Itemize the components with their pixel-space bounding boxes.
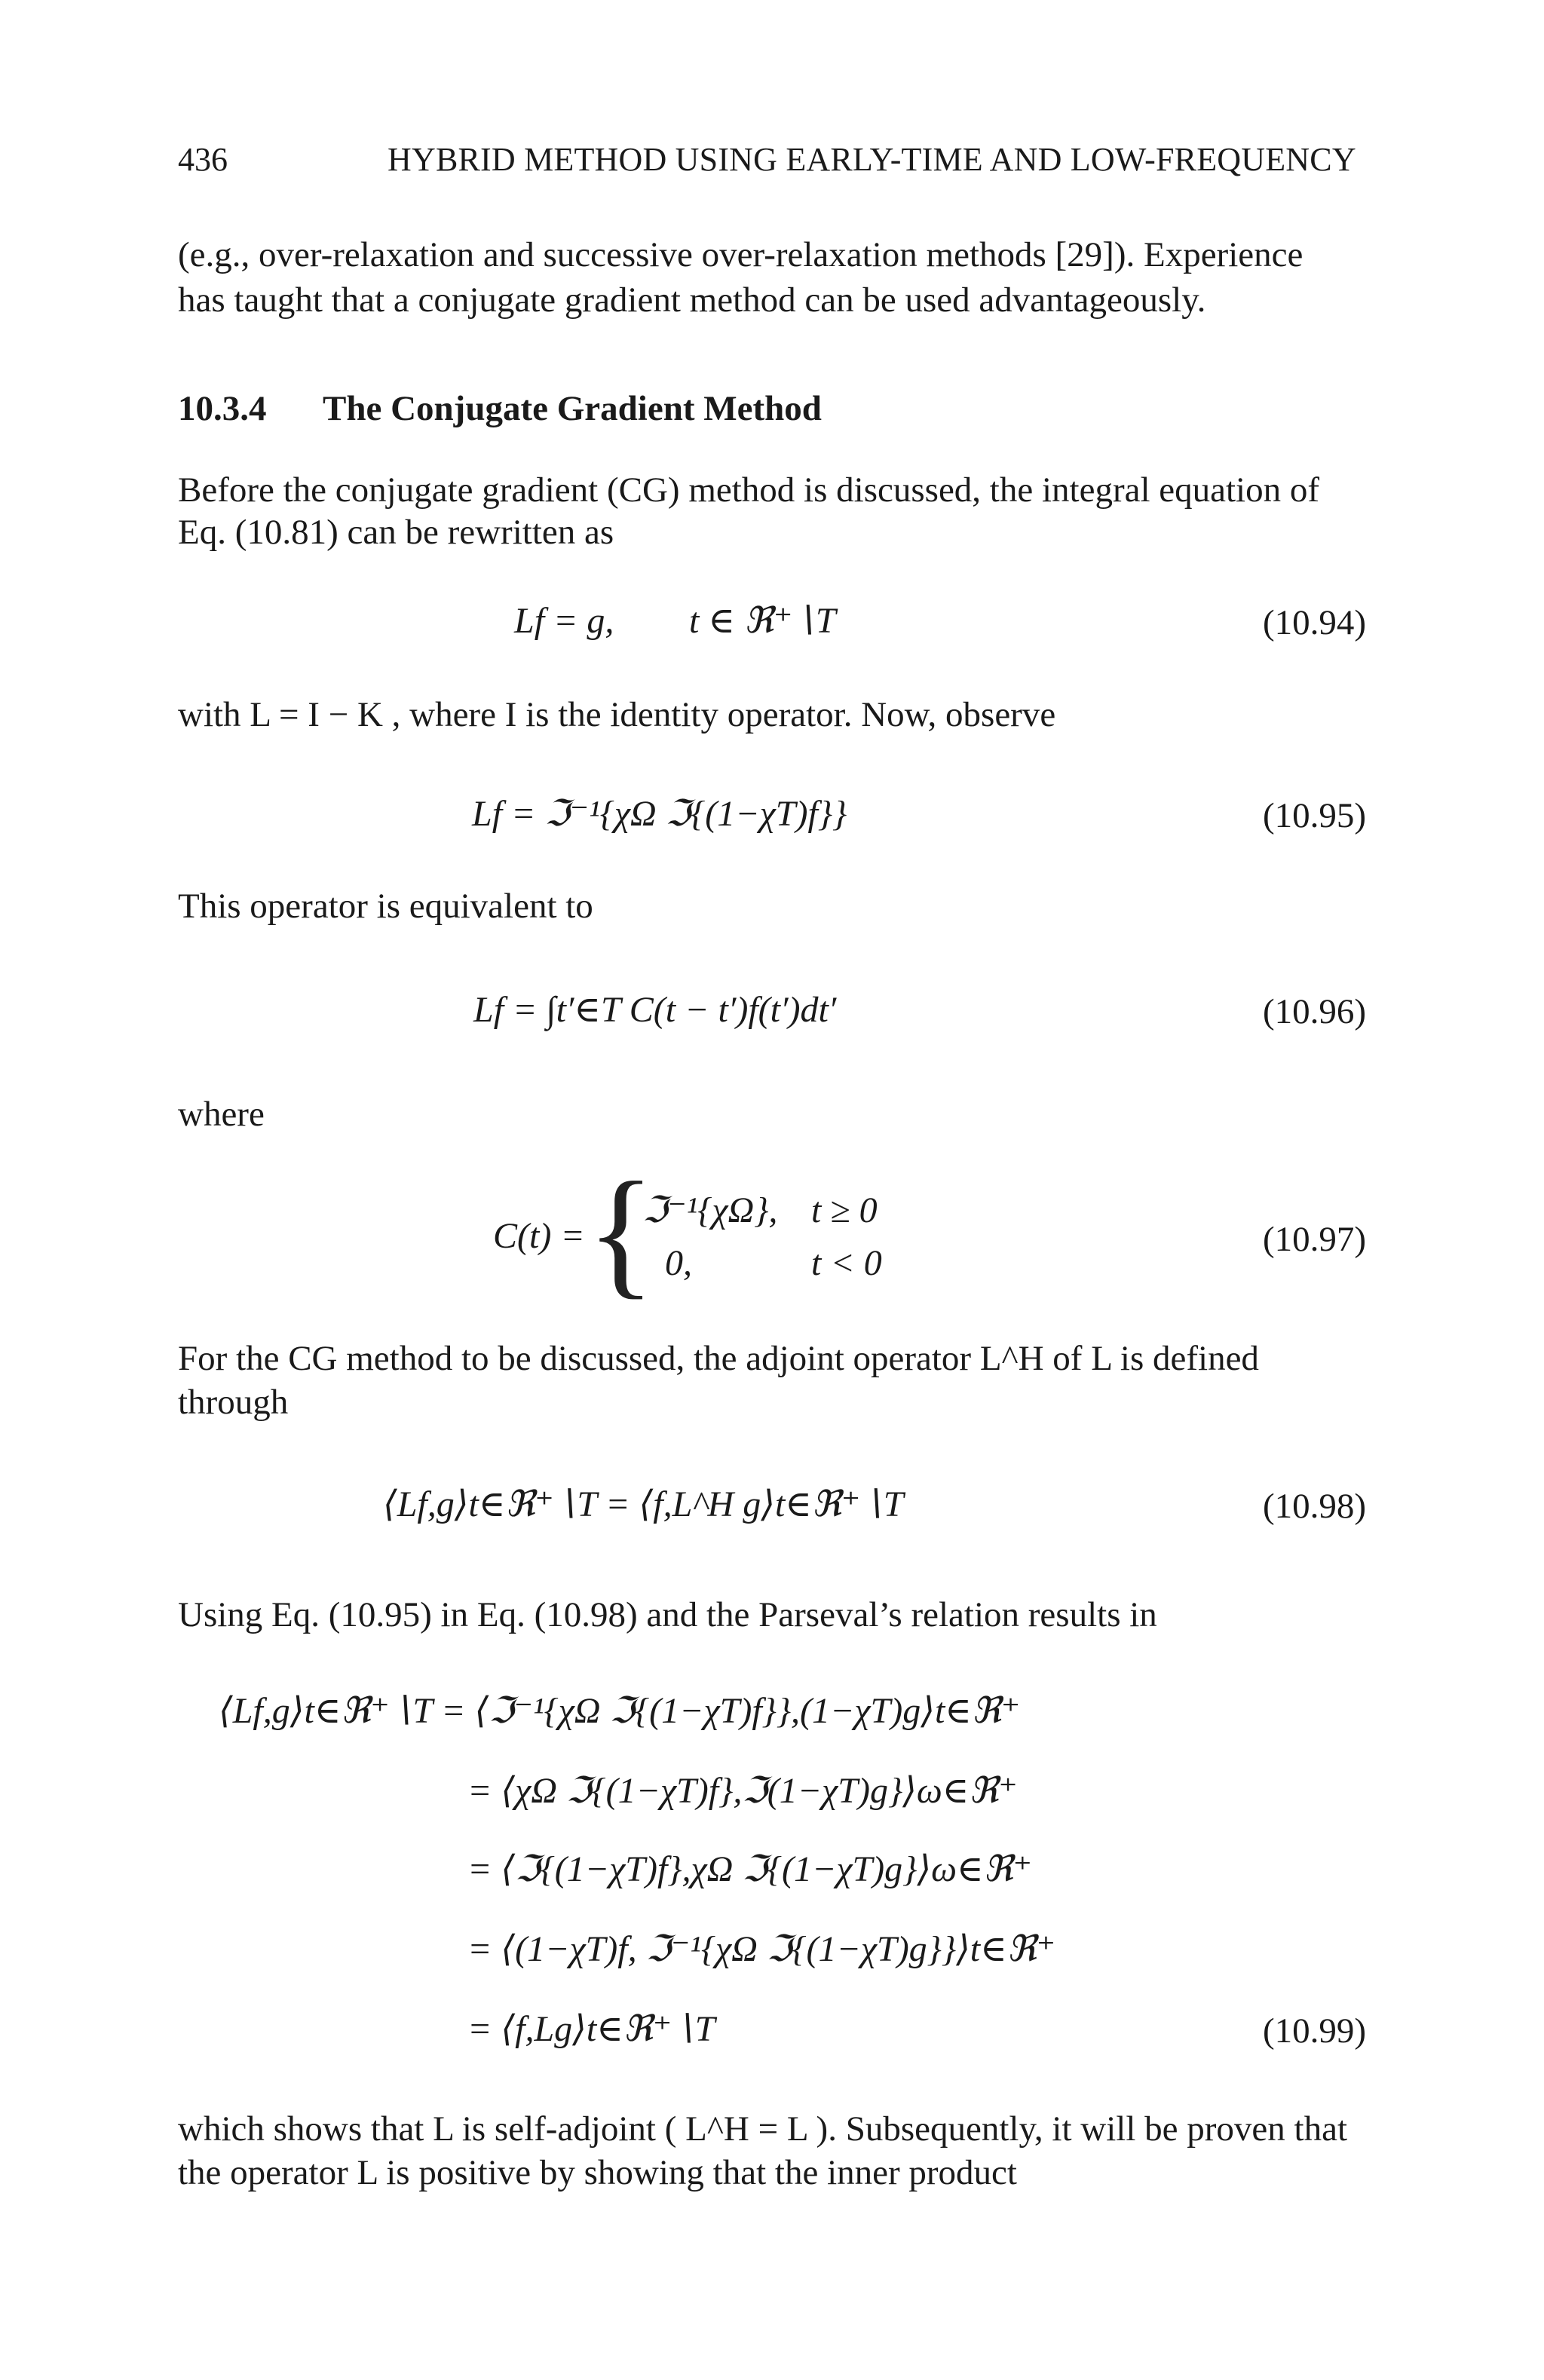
equation-10-99-line: = ⟨f,Lg⟩t∈ℜ⁺∖T	[467, 2009, 715, 2049]
equation-number: (10.98)	[1262, 1487, 1366, 1526]
equation-number: (10.96)	[1262, 992, 1366, 1031]
paragraph-line: has taught that a conjugate gradient method can be used advantageously.	[178, 280, 1206, 320]
equation-10-99-line: ⟨Lf,g⟩t∈ℜ⁺∖T = ⟨ℑ⁻¹{χΩ ℑ{(1−χT)f}},(1−χT)g⟩t∈ℜ⁺	[219, 1691, 1021, 1731]
paragraph-line: This operator is equivalent to	[178, 887, 593, 926]
section-heading	[178, 386, 822, 431]
page-number: 436	[178, 141, 228, 178]
paragraph-line: where	[178, 1095, 265, 1134]
equation-10-99-line: = ⟨χΩ ℑ{(1−χT)f},ℑ(1−χT)g}⟩ω∈ℜ⁺	[467, 1771, 1018, 1811]
equation-10-96: Lf = ∫t′∈T C(t − t′)f(t′)dt′	[473, 990, 837, 1030]
equation-10-97-case1-value: ℑ⁻¹{χΩ},	[642, 1190, 778, 1230]
equation-number: (10.94)	[1262, 603, 1366, 642]
equation-10-97-case1-condition: t ≥ 0	[811, 1190, 878, 1230]
equation-number: (10.97)	[1262, 1220, 1366, 1259]
paragraph-line: Eq. (10.81) can be rewritten as	[178, 513, 614, 552]
paragraph-line: (e.g., over-relaxation and successive over-relaxation methods [29]). Experience	[178, 235, 1304, 274]
equation-10-97-lhs: C(t) =	[493, 1216, 585, 1256]
equation-10-95: Lf = ℑ⁻¹{χΩ ℑ{(1−χT)f}}	[472, 794, 847, 834]
paragraph-line: with L = I − K , where I is the identity operator. Now, observe	[178, 695, 1056, 734]
equation-10-97-case2-condition: t < 0	[811, 1243, 882, 1283]
equation-10-94-lhs: Lf = g,	[514, 601, 614, 641]
paragraph-line: through	[178, 1383, 289, 1422]
left-brace-icon: {	[587, 1153, 656, 1312]
paragraph-line: For the CG method to be discussed, the adjoint operator L^H of L is defined	[178, 1339, 1259, 1378]
paragraph-line: the operator L is positive by showing that the inner product	[178, 2153, 1017, 2192]
equation-10-97-case2-value: 0,	[665, 1243, 692, 1283]
section-title: The Conjugate Gradient Method	[323, 389, 822, 428]
paragraph-line: which shows that L is self-adjoint ( L^H = L ). Subsequently, it will be proven that	[178, 2109, 1347, 2149]
paragraph-line: Using Eq. (10.95) in Eq. (10.98) and the Parseval’s relation results in	[178, 1595, 1157, 1634]
equation-10-99-line: = ⟨(1−χT)f, ℑ⁻¹{χΩ ℑ{(1−χT)g}}⟩t∈ℜ⁺	[467, 1929, 1056, 1969]
equation-number: (10.95)	[1262, 796, 1366, 835]
equation-10-98: ⟨Lf,g⟩t∈ℜ⁺∖T = ⟨f,L^H g⟩t∈ℜ⁺∖T	[383, 1484, 904, 1524]
equation-number: (10.99)	[1262, 2011, 1366, 2051]
paragraph-line: Before the conjugate gradient (CG) method is discussed, the integral equation of	[178, 470, 1320, 510]
equation-10-99-line: = ⟨ℑ{(1−χT)f},χΩ ℑ{(1−χT)g}⟩ω∈ℜ⁺	[467, 1849, 1032, 1889]
equation-10-94-domain: t ∈ ℜ⁺∖T	[689, 601, 836, 641]
section-number: 10.3.4	[178, 389, 267, 428]
running-head-title: HYBRID METHOD USING EARLY-TIME AND LOW-FREQUENCY	[388, 141, 1356, 178]
